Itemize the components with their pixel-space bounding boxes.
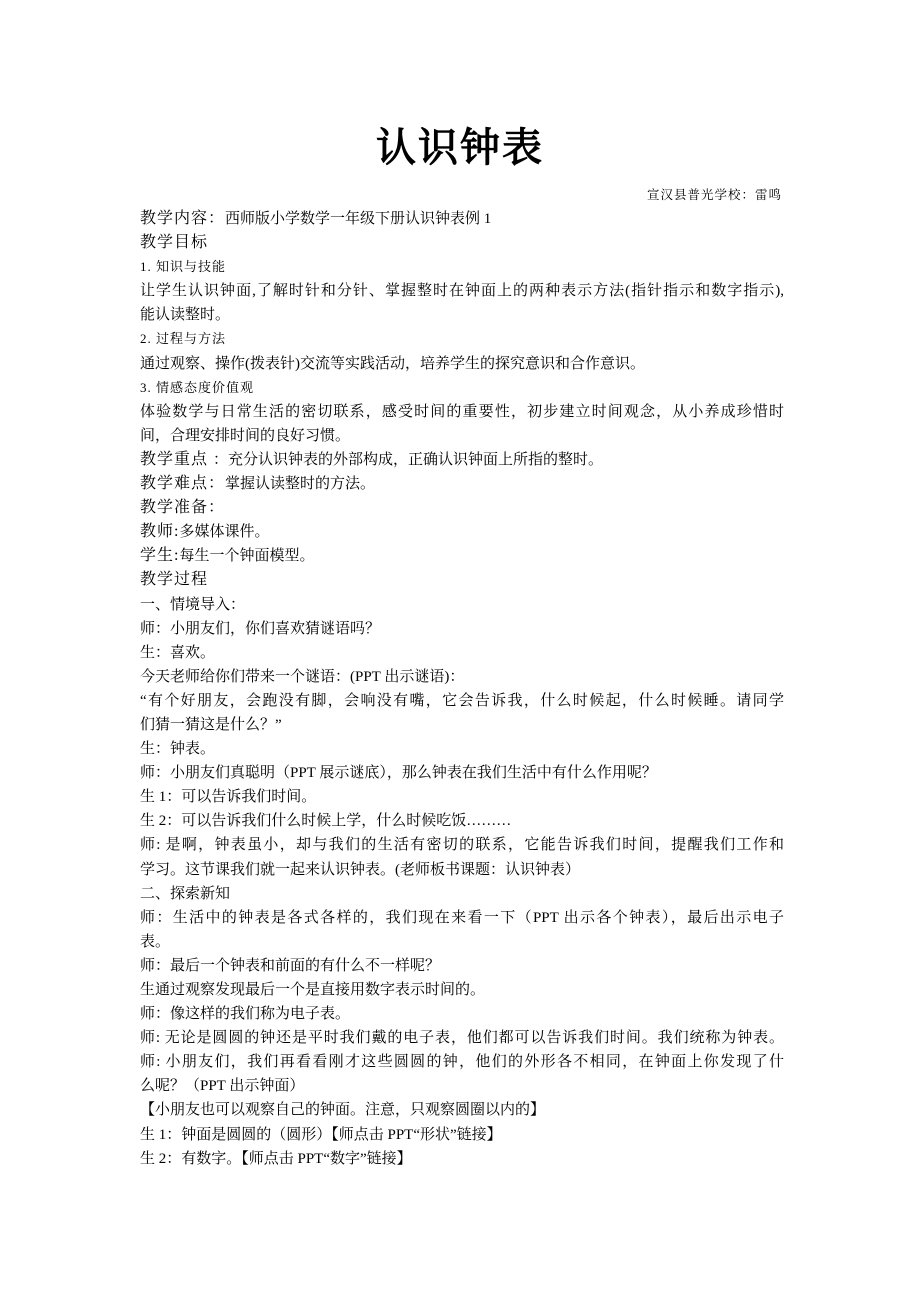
content-line: 生 1：钟面是圆圆的（圆形）【师点击 PPT“形状”链接】 — [140, 1126, 502, 1143]
content-line: 们猜一猜这是什么？” — [140, 716, 282, 733]
line-text: ：充分认识钟表的外部构成，正确认识钟面上所指的整时。 — [213, 451, 604, 468]
content-line: 生：钟表。 — [140, 741, 216, 758]
section-heading — [140, 496, 784, 520]
content-line: “有个好朋友，会跑没有脚，会响没有嘴，它会告诉我，什么时候起，什么时候睡。请同学 — [140, 692, 784, 709]
heading-text: 教学目标 — [140, 234, 209, 252]
line-label: 教师: — [140, 523, 180, 541]
subheading-text: 2. 过程与方法 — [140, 331, 227, 347]
content-line: 让学生认识钟面,了解时针和分针、掌握整时在钟面上的两种表示方法(指针指示和数字指示), — [140, 283, 784, 300]
content-line: 师：小朋友们，你们喜欢猜谜语吗？ — [140, 620, 381, 637]
content-line: 二、探索新知 — [140, 885, 231, 902]
heading-text: 教学准备： — [140, 499, 226, 517]
section-heading — [140, 568, 784, 592]
content-line: 学习。这节课我们就一起来认识钟表。(老师板书课题：认识钟表） — [140, 861, 580, 878]
content-line: 能认读整时。 — [140, 307, 231, 324]
content-line — [140, 544, 784, 568]
line-text: 每生一个钟面模型。 — [179, 548, 315, 565]
content-line: 今天老师给你们带来一个谜语：(PPT 出示谜语)： — [140, 668, 465, 685]
content-line: 生 1：可以告诉我们时间。 — [140, 789, 317, 806]
content-line — [140, 520, 784, 544]
content-line: 表。 — [140, 933, 171, 950]
content-line: 生 2：可以告诉我们什么时候上学，什么时候吃饭……… — [140, 813, 512, 830]
heading-text: 教学过程 — [140, 571, 209, 589]
line-label: 学生: — [140, 547, 180, 565]
document-body — [140, 207, 784, 1171]
content-line — [140, 207, 784, 231]
content-line: 师：最后一个钟表和前面的有什么不一样呢？ — [140, 957, 441, 974]
content-line: 通过观察、操作(拨表针)交流等实践活动，培养学生的探究意识和合作意识。 — [140, 355, 645, 372]
content-line: 【小朋友也可以观察自己的钟面。注意，只观察圆圈以内的】 — [140, 1102, 546, 1119]
content-line: 一、情境导入： — [140, 596, 246, 613]
content-line: 生 2：有数字。【师点击 PPT“数字”链接】 — [140, 1150, 412, 1167]
content-line — [140, 448, 784, 472]
content-line: 师: 是啊，钟表虽小，却与我们的生活有密切的联系，它能告诉我们时间，提醒我们工作和 — [140, 837, 784, 854]
content-line: 师: 小朋友们，我们再看看刚才这些圆圆的钟，他们的外形各不相同，在钟面上你发现了什 — [140, 1054, 784, 1071]
content-line: 师：像这样的我们称为电子表。 — [140, 1006, 351, 1023]
document-title: 认识钟表 — [376, 125, 544, 170]
author-line: 宣汉县普光学校：雷鸣 — [646, 188, 782, 202]
subsection-heading — [140, 327, 784, 351]
content-line: 师: 无论是圆圆的钟还是平时我们戴的电子表，他们都可以告诉我们时间。我们统称为钟表。 — [140, 1030, 784, 1047]
line-text: 多媒体课件。 — [179, 524, 270, 541]
subsection-heading — [140, 255, 784, 279]
content-line: 生：喜欢。 — [140, 644, 216, 661]
section-heading — [140, 231, 784, 255]
line-label: 教学难点： — [140, 475, 226, 493]
content-line: 师：生活中的钟表是各式各样的，我们现在来看一下（PPT 出示各个钟表），最后出示电子 — [140, 909, 784, 926]
content-line: 生通过观察发现最后一个是直接用数字表示时间的。 — [140, 982, 486, 998]
line-label: 教学内容： — [140, 210, 226, 227]
subheading-text: 1. 知识与技能 — [140, 259, 227, 275]
subheading-text: 3. 情感态度价值观 — [140, 379, 255, 395]
content-line: 么呢？（PPT 出示钟面） — [140, 1078, 305, 1095]
line-label: 教学重点 — [140, 450, 214, 468]
content-line — [140, 472, 784, 496]
content-line: 体验数学与日常生活的密切联系，感受时间的重要性，初步建立时间观念，从小养成珍惜时 — [140, 403, 784, 420]
content-line: 间，合理安排时间的良好习惯。 — [140, 427, 351, 444]
line-text: 掌握认读整时的方法。 — [225, 476, 376, 493]
line-text: 西师版小学数学一年级下册认识钟表例 1 — [225, 211, 492, 227]
content-line: 师：小朋友们真聪明（PPT 展示谜底），那么钟表在我们生活中有什么作用呢？ — [140, 765, 657, 782]
subsection-heading — [140, 376, 784, 400]
